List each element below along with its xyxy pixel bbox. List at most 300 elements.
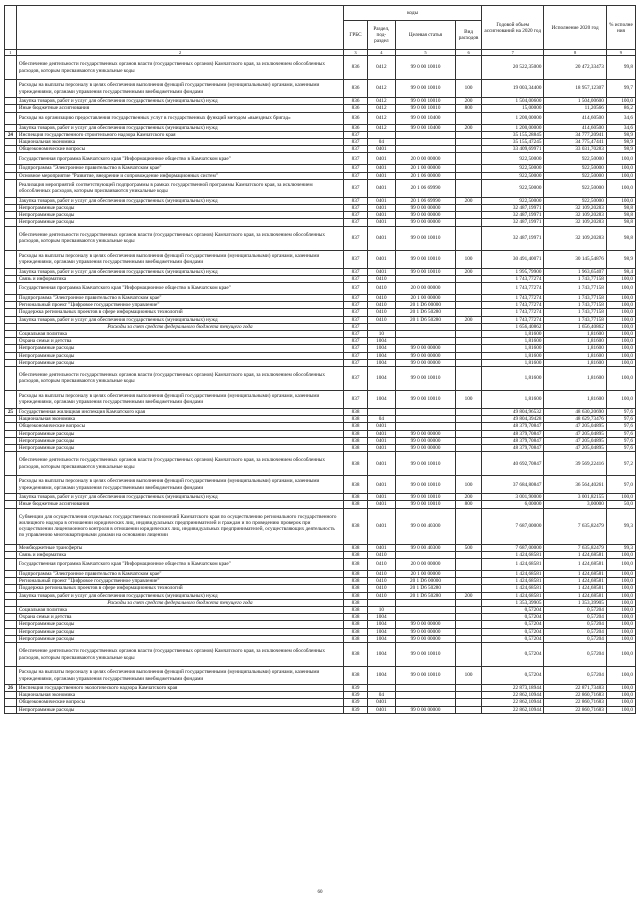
row-grbs: 837 [344, 330, 368, 337]
row-grbs: 837 [344, 366, 368, 390]
row-grbs: 836 [344, 105, 368, 112]
row-execution: 22 860,71683 [544, 692, 606, 699]
row-execution: 1 743,77158 [544, 282, 606, 294]
row-expense-type: 200 [456, 268, 482, 275]
row-grbs: 838 [344, 607, 368, 614]
row-grbs: 838 [344, 667, 368, 685]
row-index [5, 578, 17, 585]
row-index [5, 508, 17, 544]
row-name: Непрограммные расходы [16, 352, 343, 359]
row-expense-type [456, 416, 482, 423]
row-name: Иные бюджетные ассигнования [16, 105, 343, 112]
row-index [5, 559, 17, 571]
row-percent: 100,0 [606, 275, 635, 282]
row-target-article: 99 0 00 00000 [395, 706, 455, 713]
row-grbs: 837 [344, 131, 368, 138]
table-row [5, 635, 636, 642]
table-row [5, 571, 636, 578]
row-name: Расходы за счет средств федерального бюджета текущего года [16, 323, 343, 330]
row-target-article: 99 0 00 00000 [395, 212, 455, 219]
row-section: 0401 [367, 219, 395, 226]
row-execution: 0,57204 [544, 667, 606, 685]
row-section: 1004 [367, 667, 395, 685]
row-percent: 97,6 [606, 437, 635, 444]
row-name: Обеспечение деятельности государственных органов власти (государственных органов) Камчатского края, за исключением обособленных расходов, которым присваиваются уникальные коды [16, 366, 343, 390]
row-section: 0401 [367, 179, 395, 197]
row-execution: 922,50000 [544, 172, 606, 179]
row-execution: 30 145,54876 [544, 250, 606, 268]
row-percent: 100,0 [606, 390, 635, 408]
table-row [5, 316, 636, 323]
row-grbs: 837 [344, 226, 368, 250]
row-grbs: 836 [344, 98, 368, 105]
row-section: 1004 [367, 628, 395, 635]
row-execution: 1 424,68581 [544, 559, 606, 571]
row-target-article: 99 0 00 00000 [395, 352, 455, 359]
row-name: Непрограммные расходы [16, 706, 343, 713]
row-section: 0401 [367, 204, 395, 211]
table-row [5, 172, 636, 179]
col-number: 8 [544, 50, 606, 56]
row-execution: 922,50000 [544, 179, 606, 197]
row-expense-type: 100 [456, 390, 482, 408]
table-row [5, 685, 636, 692]
row-execution: 0,57204 [544, 635, 606, 642]
row-annual-volume: 22 862,10944 [481, 706, 543, 713]
header-name-col [16, 6, 343, 50]
row-percent: 97,6 [606, 430, 635, 437]
row-percent: 100,0 [606, 585, 635, 592]
row-target-article: 99 0 00 10010 [395, 501, 455, 508]
table-row [5, 452, 636, 476]
row-expense-type [456, 508, 482, 544]
row-section: 0410 [367, 592, 395, 599]
row-percent: 86,2 [606, 105, 635, 112]
table-row [5, 112, 636, 124]
row-percent: 100,0 [606, 571, 635, 578]
row-percent: 99,3 [606, 508, 635, 544]
row-grbs: 837 [344, 345, 368, 352]
row-expense-type [456, 408, 482, 415]
table-row [5, 131, 636, 138]
row-annual-volume: 48 379,70847 [481, 430, 543, 437]
row-target-article [395, 323, 455, 330]
row-annual-volume: 1 353,39905 [481, 599, 543, 606]
row-section: 0401 [367, 423, 395, 430]
row-grbs: 837 [344, 204, 368, 211]
row-expense-type: 200 [456, 494, 482, 501]
row-index [5, 112, 17, 124]
row-section: 0401 [367, 476, 395, 494]
row-percent: 100,0 [606, 599, 635, 606]
row-percent: 97,6 [606, 423, 635, 430]
table-row [5, 219, 636, 226]
row-grbs: 838 [344, 571, 368, 578]
col-number: 9 [606, 50, 635, 56]
row-annual-volume: 1 743,77274 [481, 294, 543, 301]
row-expense-type [456, 131, 482, 138]
row-annual-volume: 0,57204 [481, 635, 543, 642]
row-expense-type: 200 [456, 592, 482, 599]
row-annual-volume: 0,57204 [481, 614, 543, 621]
row-execution: 1,81600 [544, 352, 606, 359]
row-section: 0410 [367, 316, 395, 323]
row-expense-type [456, 302, 482, 309]
table-row [5, 226, 636, 250]
row-name: Расходы на выплаты персоналу в целях обеспечения выполнения функций государственными (муниципальными) органами, казенными учреждениями, органами управления государственными внебюджетными фондами [16, 667, 343, 685]
row-index [5, 437, 17, 444]
row-annual-volume: 48 379,70847 [481, 437, 543, 444]
row-name: Непрограммные расходы [16, 635, 343, 642]
row-section: 0401 [367, 706, 395, 713]
row-name: Государственная программа Камчатского края "Информационное общество в Камчатском крае" [16, 282, 343, 294]
row-percent: 100,0 [606, 578, 635, 585]
row-target-article: 99 0 00 10400 [395, 124, 455, 131]
row-name: Государственная программа Камчатского края "Информационное общество в Камчатском крае" [16, 559, 343, 571]
row-annual-volume: 49 804,96532 [481, 408, 543, 415]
row-expense-type [456, 204, 482, 211]
row-name: Межбюджетные трансферты [16, 544, 343, 551]
row-expense-type [456, 153, 482, 165]
row-percent: 97,6 [606, 416, 635, 423]
row-name: Государственная жилищная инспекция Камчатского края [16, 408, 343, 415]
table-row [5, 138, 636, 145]
row-grbs: 837 [344, 294, 368, 301]
row-grbs: 839 [344, 706, 368, 713]
row-index [5, 628, 17, 635]
table-row [5, 423, 636, 430]
row-expense-type: 800 [456, 501, 482, 508]
row-expense-type [456, 444, 482, 451]
row-section: 0412 [367, 105, 395, 112]
row-expense-type [456, 628, 482, 635]
row-grbs: 838 [344, 643, 368, 667]
row-index [5, 430, 17, 437]
row-expense-type [456, 226, 482, 250]
row-execution: 1,81600 [544, 338, 606, 345]
row-index [5, 204, 17, 211]
row-percent: 99,8 [606, 56, 635, 80]
row-name: Социальная политика [16, 607, 343, 614]
row-index [5, 80, 17, 98]
row-percent: 100,0 [606, 607, 635, 614]
row-name: Непрограммные расходы [16, 204, 343, 211]
row-execution: 1 743,77158 [544, 302, 606, 309]
row-index [5, 172, 17, 179]
row-execution: 3 001,82155 [544, 494, 606, 501]
row-execution: 20 472,33473 [544, 56, 606, 80]
table-row [5, 294, 636, 301]
row-section: 0401 [367, 250, 395, 268]
row-name: Региональный проект "Цифровое государственное управление" [16, 578, 343, 585]
row-index [5, 352, 17, 359]
row-section: 0412 [367, 98, 395, 105]
row-expense-type [456, 585, 482, 592]
row-grbs: 838 [344, 551, 368, 558]
row-target-article [395, 138, 455, 145]
row-annual-volume: 0,57204 [481, 667, 543, 685]
row-percent: 97,0 [606, 476, 635, 494]
row-expense-type: 200 [456, 98, 482, 105]
row-section: 0410 [367, 559, 395, 571]
table-row [5, 585, 636, 592]
row-target-article: 20 1 D6 50280 [395, 592, 455, 599]
row-expense-type: 200 [456, 124, 482, 131]
row-name: Основное мероприятие "Развитие, внедрение и сопровождение информационных систем" [16, 172, 343, 179]
row-index [5, 165, 17, 172]
header-execution: Исполнение 2020 год [544, 6, 606, 50]
row-target-article: 99 0 00 00000 [395, 621, 455, 628]
row-section: 1004 [367, 366, 395, 390]
row-target-article [395, 330, 455, 337]
table-row [5, 56, 636, 80]
row-execution: 1 424,68581 [544, 585, 606, 592]
row-name: Общеэкономические вопросы [16, 146, 343, 153]
row-section: 0401 [367, 197, 395, 204]
row-expense-type [456, 309, 482, 316]
row-percent: 100,0 [606, 685, 635, 692]
table-row [5, 345, 636, 352]
row-grbs: 838 [344, 592, 368, 599]
row-percent: 100,0 [606, 692, 635, 699]
row-percent: 100,0 [606, 621, 635, 628]
row-execution: 33 031,70283 [544, 146, 606, 153]
table-row [5, 544, 636, 551]
row-percent: 100,0 [606, 667, 635, 685]
row-name: Общеэкономические вопросы [16, 699, 343, 706]
row-execution: 1 353,39905 [544, 599, 606, 606]
table-row [5, 250, 636, 268]
row-grbs: 837 [344, 316, 368, 323]
row-percent: 100,0 [606, 153, 635, 165]
row-target-article: 99 0 00 00000 [395, 359, 455, 366]
row-section: 0410 [367, 302, 395, 309]
row-percent: 99,3 [606, 544, 635, 551]
row-section: 0410 [367, 309, 395, 316]
row-expense-type [456, 219, 482, 226]
row-annual-volume: 40 692,70847 [481, 452, 543, 476]
row-execution: 47 205,04895 [544, 423, 606, 430]
row-execution: 414,60500 [544, 124, 606, 131]
row-name: Обеспечение деятельности государственных органов власти (государственных органов) Камчатского края, за исключением обособленных расходов, которым присваиваются уникальные коды [16, 226, 343, 250]
row-grbs: 837 [344, 338, 368, 345]
row-annual-volume: 3 001,90000 [481, 494, 543, 501]
table-row [5, 494, 636, 501]
row-execution: 1 743,77158 [544, 316, 606, 323]
row-execution: 0,57204 [544, 614, 606, 621]
row-annual-volume: 22 862,10944 [481, 692, 543, 699]
row-expense-type [456, 352, 482, 359]
row-name: Охрана семьи и детства [16, 338, 343, 345]
row-section: 0410 [367, 578, 395, 585]
row-name: Расходы за счет средств федерального бюджета текущего года [16, 599, 343, 606]
row-grbs: 837 [344, 146, 368, 153]
row-target-article: 20 1 00 00000 [395, 294, 455, 301]
table-row [5, 430, 636, 437]
row-annual-volume: 32 487,19971 [481, 226, 543, 250]
row-target-article: 99 0 00 10010 [395, 494, 455, 501]
row-expense-type [456, 559, 482, 571]
row-name: Закупка товаров, работ и услуг для обеспечения государственных (муниципальных) нужд [16, 268, 343, 275]
row-expense-type [456, 423, 482, 430]
row-execution: 47 205,04895 [544, 444, 606, 451]
row-expense-type [456, 282, 482, 294]
row-annual-volume: 1,81600 [481, 366, 543, 390]
row-expense-type [456, 571, 482, 578]
row-section: 0401 [367, 226, 395, 250]
row-expense-type: 100 [456, 80, 482, 98]
row-annual-volume: 32 487,19971 [481, 204, 543, 211]
row-execution: 11,20566 [544, 105, 606, 112]
row-execution: 18 957,12307 [544, 80, 606, 98]
row-section: 04 [367, 138, 395, 145]
table-row [5, 408, 636, 415]
row-target-article [395, 338, 455, 345]
row-annual-volume: 1 424,68581 [481, 578, 543, 585]
col-number: 2 [16, 50, 343, 56]
row-percent: 100,0 [606, 179, 635, 197]
row-target-article: 99 0 00 10400 [395, 112, 455, 124]
row-grbs: 838 [344, 423, 368, 430]
row-annual-volume: 48 379,70847 [481, 444, 543, 451]
row-execution: 47 205,04895 [544, 430, 606, 437]
row-index: 24 [5, 131, 17, 138]
row-annual-volume: 922,50000 [481, 153, 543, 165]
row-grbs: 837 [344, 323, 368, 330]
row-expense-type [456, 430, 482, 437]
table-row [5, 621, 636, 628]
row-name: Непрограммные расходы [16, 444, 343, 451]
row-annual-volume: 922,50000 [481, 172, 543, 179]
row-index [5, 599, 17, 606]
row-index [5, 56, 17, 80]
row-target-article: 20 1 D6 00000 [395, 578, 455, 585]
col-number: 6 [456, 50, 482, 56]
row-name: Непрограммные расходы [16, 219, 343, 226]
header-grbs: ГРБС [344, 21, 368, 50]
row-annual-volume: 33 409,69971 [481, 146, 543, 153]
row-section: 1004 [367, 621, 395, 628]
row-name: Иные бюджетные ассигнования [16, 501, 343, 508]
row-index: 26 [5, 685, 17, 692]
row-percent: 98,9 [606, 146, 635, 153]
row-percent: 100,0 [606, 323, 635, 330]
row-execution: 22 860,71683 [544, 706, 606, 713]
row-section [367, 131, 395, 138]
row-expense-type: 200 [456, 197, 482, 204]
row-grbs: 838 [344, 628, 368, 635]
row-annual-volume: 1 424,68581 [481, 571, 543, 578]
row-annual-volume: 922,50000 [481, 165, 543, 172]
row-index [5, 635, 17, 642]
row-expense-type: 100 [456, 250, 482, 268]
row-grbs: 837 [344, 179, 368, 197]
row-target-article: 20 0 00 00000 [395, 153, 455, 165]
row-name: Подпрограмма "Электронное правительство в Камчатском крае" [16, 165, 343, 172]
row-index [5, 423, 17, 430]
row-expense-type [456, 112, 482, 124]
row-section: 1004 [367, 643, 395, 667]
row-percent: 98,9 [606, 250, 635, 268]
row-name: Непрограммные расходы [16, 345, 343, 352]
row-annual-volume: 7 687,00000 [481, 544, 543, 551]
row-name: Непрограммные расходы [16, 212, 343, 219]
header-percent: % исполне ния [606, 6, 635, 50]
row-section: 0412 [367, 80, 395, 98]
row-expense-type [456, 607, 482, 614]
row-index [5, 366, 17, 390]
row-index [5, 268, 17, 275]
row-execution: 32 109,20283 [544, 219, 606, 226]
table-row [5, 614, 636, 621]
table-row [5, 501, 636, 508]
table-row [5, 352, 636, 359]
row-execution: 48 629,73476 [544, 416, 606, 423]
row-target-article: 20 1 06 69990 [395, 179, 455, 197]
row-expense-type: 800 [456, 105, 482, 112]
row-section: 0410 [367, 275, 395, 282]
row-percent: 100,0 [606, 98, 635, 105]
row-percent: 100,0 [606, 345, 635, 352]
row-expense-type [456, 366, 482, 390]
table-row [5, 309, 636, 316]
row-grbs: 838 [344, 452, 368, 476]
row-grbs: 838 [344, 476, 368, 494]
row-expense-type [456, 551, 482, 558]
row-index [5, 226, 17, 250]
row-execution: 1,81600 [544, 390, 606, 408]
row-execution: 1,81600 [544, 345, 606, 352]
row-name: Реализация мероприятий соответствующей подпрограммы в рамках государственной программы Камчатского края, за исключением обособленных расходов, которым присваиваются уникальные коды [16, 179, 343, 197]
row-grbs: 837 [344, 352, 368, 359]
row-percent: 100,0 [606, 316, 635, 323]
row-percent: 100,0 [606, 338, 635, 345]
row-index [5, 105, 17, 112]
row-grbs: 837 [344, 212, 368, 219]
row-percent: 100,0 [606, 614, 635, 621]
row-name: Обеспечение деятельности государственных органов власти (государственных органов) Камчатского края, за исключением обособленных расходов, которым присваиваются уникальные коды [16, 452, 343, 476]
row-index [5, 124, 17, 131]
table-row [5, 359, 636, 366]
row-target-article: 99 0 00 10010 [395, 56, 455, 80]
row-section: 0401 [367, 452, 395, 476]
row-section: 10 [367, 330, 395, 337]
row-target-article [395, 423, 455, 430]
row-percent: 100,0 [606, 309, 635, 316]
row-target-article: 20 1 00 00000 [395, 571, 455, 578]
table-row [5, 330, 636, 337]
row-target-article [395, 551, 455, 558]
row-percent: 97,6 [606, 444, 635, 451]
table-row [5, 268, 636, 275]
row-section: 10 [367, 607, 395, 614]
row-expense-type [456, 323, 482, 330]
row-execution: 1,81600 [544, 359, 606, 366]
row-grbs: 836 [344, 124, 368, 131]
row-annual-volume: 1,81600 [481, 345, 543, 352]
row-expense-type [456, 706, 482, 713]
row-target-article: 20 1 06 00000 [395, 172, 455, 179]
row-execution: 34 777,20941 [544, 131, 606, 138]
row-grbs: 839 [344, 692, 368, 699]
row-annual-volume: 1 424,68581 [481, 585, 543, 592]
row-annual-volume: 1 424,68581 [481, 592, 543, 599]
row-execution: 1 424,68581 [544, 592, 606, 599]
row-section: 0401 [367, 172, 395, 179]
row-section: 1004 [367, 614, 395, 621]
table-row [5, 699, 636, 706]
row-index [5, 706, 17, 713]
